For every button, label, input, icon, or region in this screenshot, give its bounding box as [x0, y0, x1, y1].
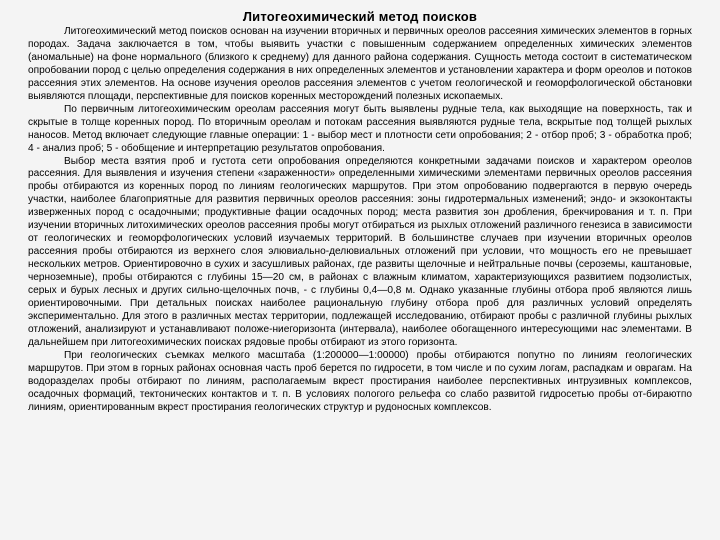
paragraph-halo-operations: По первичным литогеохимическим ореолам рассеяния могут быть выявлены рудные тела, как выходящие на поверхность, так и скрытые в толще коренных пород. По вторичным ореолам и потокам рассеяния выявляются рудные тела, вскрытые под толщей рыхлых наносов. Метод включает следующие главные операции: 1 - выбор мест и плотности сети опробования; 2 - отбор проб; 3 - обработка проб; 4 - анализ проб; 5 - обобщение и интерпретацию результатов опробования. — [28, 103, 692, 154]
document-title: Литогеохимический метод поисков — [242, 9, 478, 24]
paragraph-method-basis: Литогеохимический метод поисков основан на изучении вторичных и первичных ореолов рассеяния химических элементов в горных породах. Задача заключается в том, чтобы выявить участки с повышенным содержанием определенных химических элементов (аномальные) на фоне нормального (близкого к среднему) для данного района содержания. Сущность метода состоит в систематическом опробовании пород с целью определения содержания в них определенных элементов и установлении характера и форм ореолов и потоков рассеяния этих элементов. На основе изучения ореолов рассеяния элементов с учетом геологической и геоморфологической обстановки выявляются площади, перспективные для поисков коренных месторождений полезных ископаемых. — [28, 26, 692, 102]
paragraph-survey-scale: При геологических съемках мелкого масштаба (1:200000—1:00000) пробы отбираются попутно по линиям геологических маршрутов. При этом в горных районах основная часть проб берется по гидросети, в том числе и по сухим логам, распадкам и оврагам. На водоразделах пробы отбирают по линиям, располагаемым вкрест простирания наиболее перспективных интрузивных комплексов, осадочных формаций, тектонических контактов и т. п. В условиях пологого рельефа со слабо развитой гидросетью пробы от-бираютпо линиям, ориентированным вкрест простирания геологических структур и рудоносных комплексов. — [28, 349, 692, 413]
paragraph-sampling-sites: Выбор места взятия проб и густота сети опробования определяются конкретными задачами поисков и характером ореолов рассеяния. Для выявления и изучения степени «зараженности» определенными химическими элементами первичных ореолов рассеяния пробы отбираются из коренных пород по линиям геологических маршрутов. При этом опробованию подвергаются в первую очередь участки, наиболее благоприятные для развития первичных ореолов рассеяния: зоны гидротермальных изменений; эндо- и экзоконтакты изверженных пород с осадочными; продуктивные фации осадочных пород; места развития зон дробления, брекчирования и т. п. При изучении вторичных литохимических ореолов рассеяния пробы могут отбираться из рыхлых отложений различного генезиса в зависимости от геологических и геоморфологических условий изучаемых территорий. В большинстве случаев при изучении вторичных ореолов рассеяния пробы отбираются из верхнего слоя элювиально-делювиальных отложений при условии, что мощность его не превышает нескольких метров. Ориентировочно в сухих и засушливых районах, где развиты щелочные и нейтральные почвы (сероземы, каштановые, черноземные), пробы отбираются с глубины 15—20 см, в районах с влажным климатом, характеризующихся развитием подзолистых, серых и бурых лесных и других сильно-щелочных почв, - с глубины 0,4—0,8 м. Однако указанные глубины отбора проб являются лишь ориентировочными. При детальных поисках наиболее рациональную глубину отбора проб для различных условий определять экспериментально. Для этого в различных местах территории, подлежащей исследованию, отбирают пробы с различной глубины рыхлых отложений, анализируют и устанавливают положе-ниегоризонта (интервала), наиболее обогащенного интересующими нас элементами. В дальнейшем при литогеохимических поисках рядовые пробы отбирают из этого горизонта. — [28, 155, 692, 348]
